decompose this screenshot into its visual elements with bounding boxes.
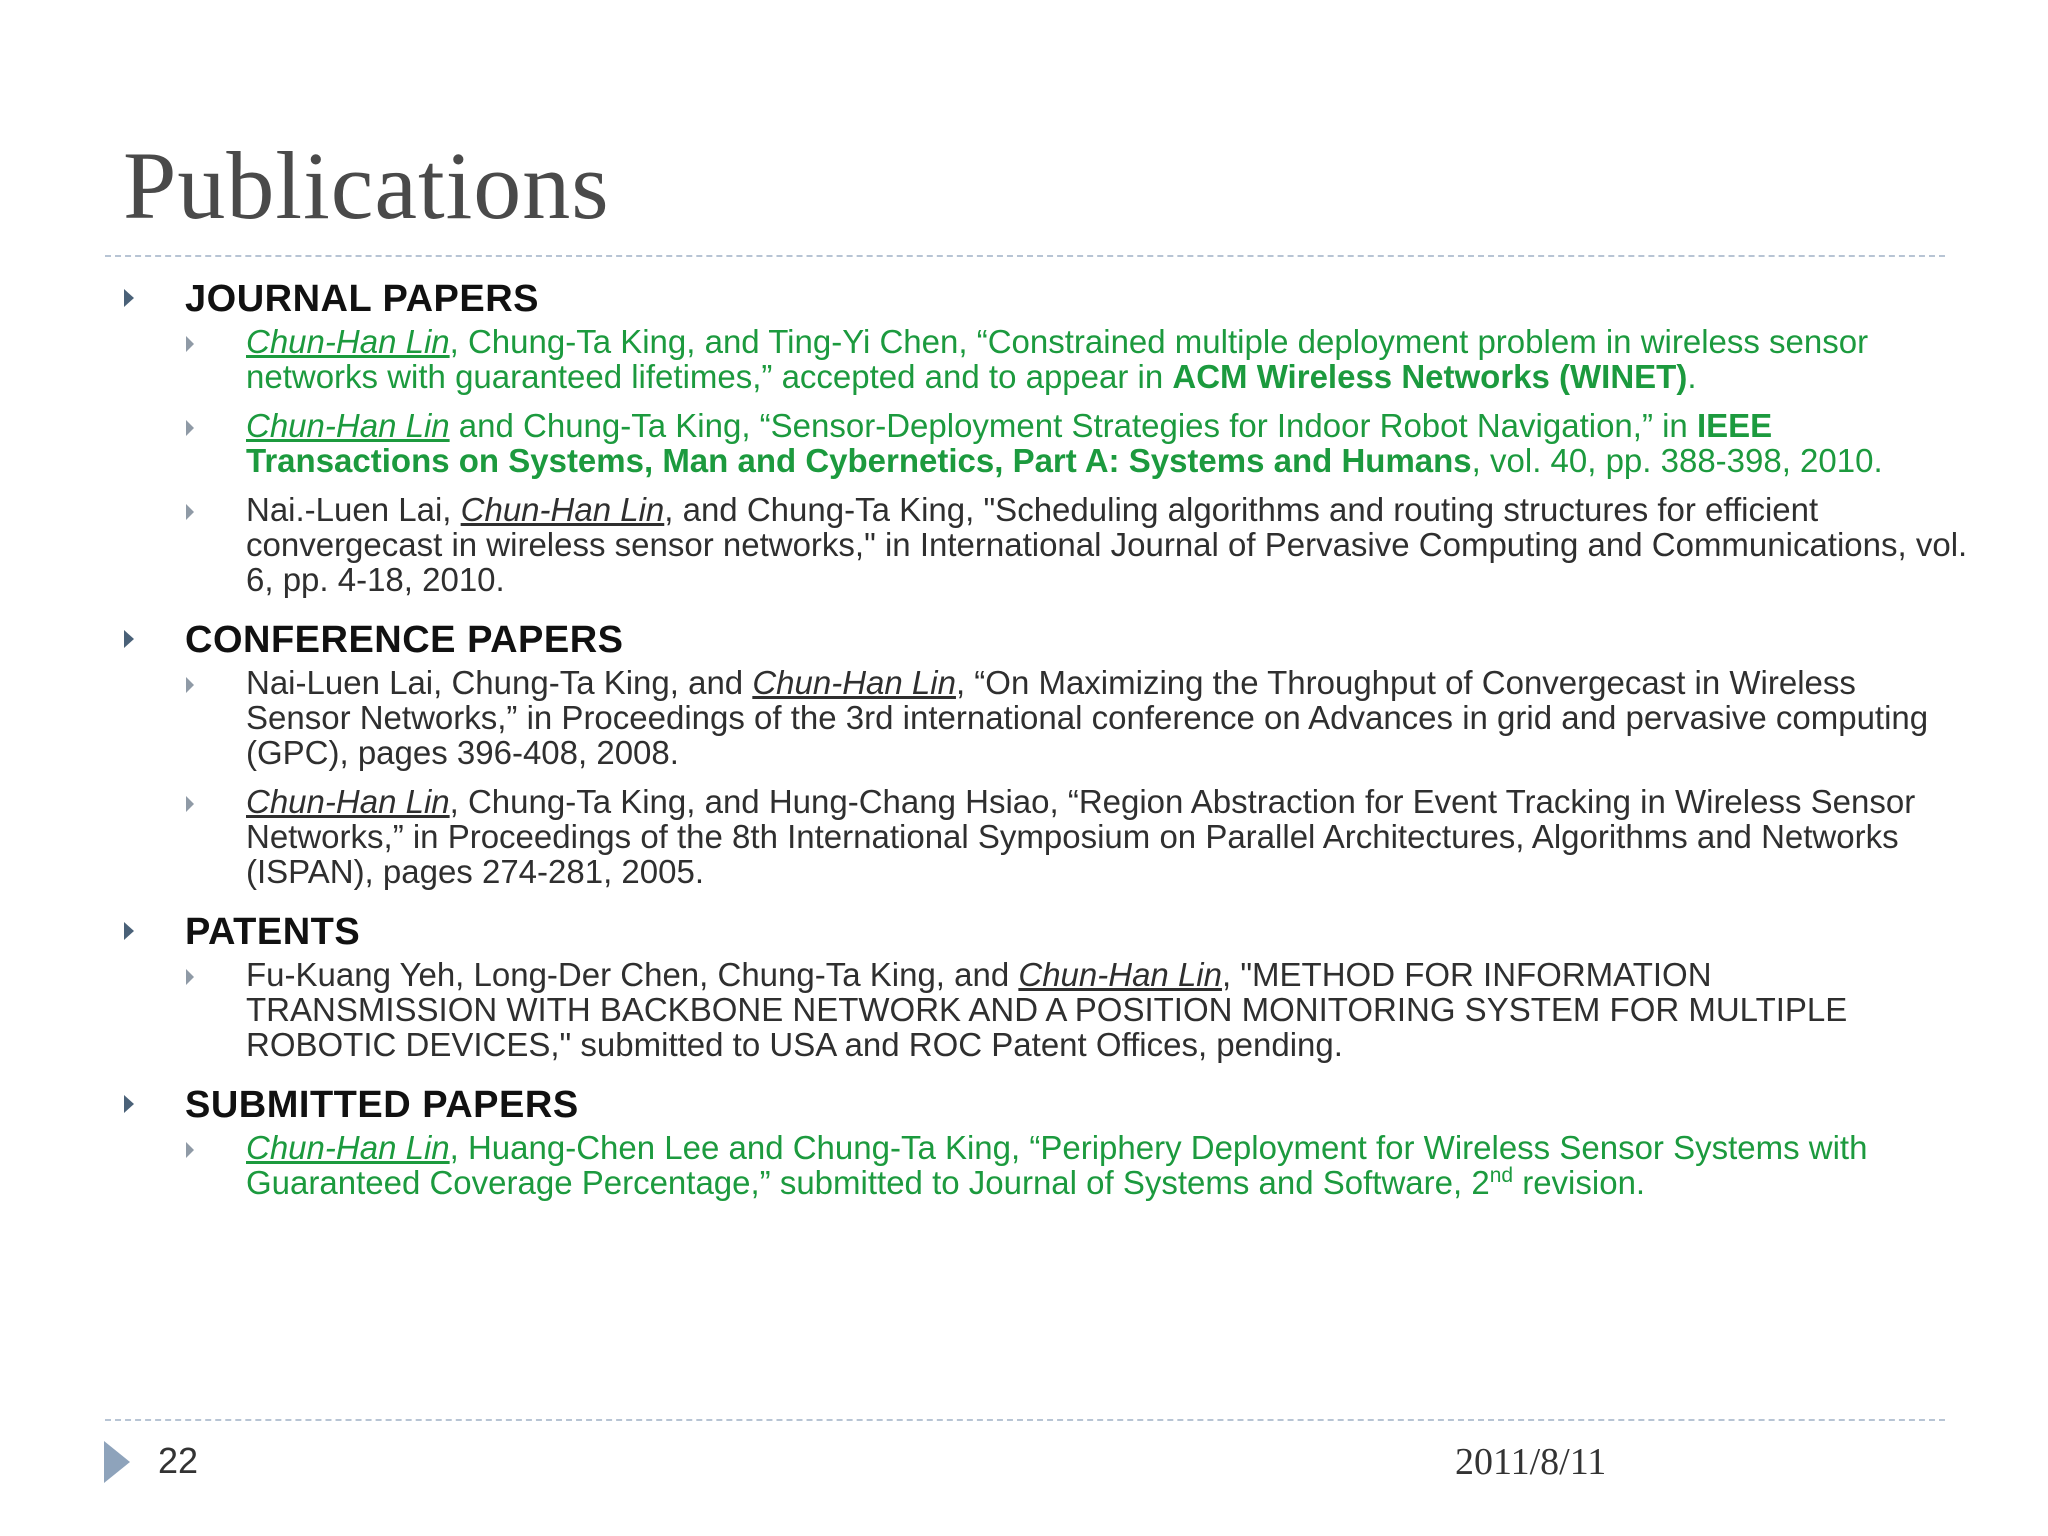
triangle-bullet-icon bbox=[186, 969, 194, 985]
publication-entry bbox=[0, 1130, 2048, 1200]
author-name: Chun-Han Lin bbox=[1018, 956, 1222, 993]
section-journal-papers bbox=[0, 270, 2048, 597]
citation-body: , “On Maximizing the Throughput of Convergecast in Wireless Sensor Networks,” in Proceedings of the 3rd international conference on Advances in grid and pervasive computing (GPC), pages 396-408, 2008. bbox=[246, 664, 1929, 771]
page-number: 22 bbox=[158, 1440, 199, 1481]
citation-tail: revision. bbox=[1513, 1164, 1646, 1201]
citation-text bbox=[246, 1130, 1968, 1200]
section-header bbox=[0, 611, 2048, 665]
citation-text bbox=[246, 492, 1968, 597]
publication-entry bbox=[0, 784, 2048, 889]
citation-tail: . bbox=[1687, 358, 1697, 395]
citation-text bbox=[246, 665, 1968, 770]
citation-text bbox=[246, 784, 1968, 889]
section-submitted-papers bbox=[0, 1076, 2048, 1200]
title-divider bbox=[105, 255, 1945, 257]
author-name: Chun-Han Lin bbox=[460, 491, 665, 528]
citation-body: , Chung-Ta King, and Ting-Yi Chen, “Constrained multiple deployment problem in wireless sensor networks with guaranteed lifetimes,” accepted and to appear in bbox=[246, 323, 1869, 395]
citation-prefix: Nai-Luen Lai, Chung-Ta King, and bbox=[246, 664, 753, 701]
slide-date: 2011/8/11 bbox=[1455, 1441, 1607, 1483]
triangle-bullet-icon bbox=[186, 677, 194, 693]
section-label: CONFERENCE PAPERS bbox=[185, 619, 624, 661]
triangle-bullet-icon bbox=[186, 504, 194, 520]
citation-text bbox=[246, 957, 1968, 1062]
triangle-bullet-icon bbox=[124, 289, 134, 307]
section-patents bbox=[0, 903, 2048, 1062]
citation-text bbox=[246, 324, 1968, 394]
citation-body: and Chung-Ta King, “Sensor-Deployment Strategies for Indoor Robot Navigation,” in bbox=[449, 407, 1697, 444]
publication-list bbox=[0, 270, 2048, 1214]
citation-tail: , vol. 40, pp. 388-398, 2010. bbox=[1471, 442, 1883, 479]
triangle-bullet-icon bbox=[186, 336, 194, 352]
venue-name: ACM Wireless Networks (WINET) bbox=[1172, 358, 1688, 395]
section-label: JOURNAL PAPERS bbox=[185, 278, 539, 320]
publication-entry bbox=[0, 408, 2048, 478]
ordinal-suffix: nd bbox=[1489, 1164, 1514, 1187]
triangle-bullet-icon bbox=[124, 922, 134, 940]
footer-divider bbox=[105, 1419, 1945, 1421]
author-name: Chun-Han Lin bbox=[246, 783, 450, 820]
author-name: Chun-Han Lin bbox=[752, 664, 956, 701]
author-name: Chun-Han Lin bbox=[246, 407, 450, 444]
venue-name: IEEE Transactions on Systems, Man and Cybernetics, Part A: Systems and Humans bbox=[246, 407, 1773, 479]
section-header bbox=[0, 903, 2048, 957]
section-header bbox=[0, 270, 2048, 324]
publication-entry bbox=[0, 665, 2048, 770]
triangle-bullet-icon bbox=[124, 1095, 134, 1113]
citation-body: , Chung-Ta King, and Hung-Chang Hsiao, “Region Abstraction for Event Tracking in Wireless Sensor Networks,” in Proceedings of the 8th International Symposium on Parallel Architectures, Algorithms and Networks (ISPAN), pages 274-281, 2005. bbox=[246, 783, 1916, 890]
footer-arrow-icon bbox=[104, 1441, 130, 1483]
publication-entry bbox=[0, 957, 2048, 1062]
publication-entry bbox=[0, 324, 2048, 394]
citation-text bbox=[246, 408, 1968, 478]
publication-entry bbox=[0, 492, 2048, 597]
triangle-bullet-icon bbox=[186, 420, 194, 436]
slide-title: Publications bbox=[123, 132, 610, 239]
triangle-bullet-icon bbox=[186, 1142, 194, 1158]
citation-body: , "METHOD FOR INFORMATION TRANSMISSION WITH BACKBONE NETWORK AND A POSITION MONITORING SYSTEM FOR MULTIPLE ROBOTIC DEVICES," submitted to USA and ROC Patent Offices, pending. bbox=[246, 956, 1848, 1063]
author-name: Chun-Han Lin bbox=[246, 1129, 450, 1166]
citation-body: , and Chung-Ta King, "Scheduling algorithms and routing structures for efficient convergecast in wireless sensor networks," in International Journal of Pervasive Computing and Communications, vol. 6, pp. 4-18, 2010. bbox=[246, 491, 1968, 598]
citation-body: , Huang-Chen Lee and Chung-Ta King, “Periphery Deployment for Wireless Sensor Systems with Guaranteed Coverage Percentage,” submitted to Journal of Systems and Software, 2 bbox=[246, 1129, 1868, 1201]
section-header bbox=[0, 1076, 2048, 1130]
section-conference-papers bbox=[0, 611, 2048, 889]
triangle-bullet-icon bbox=[124, 630, 134, 648]
citation-prefix: Nai.-Luen Lai, bbox=[246, 491, 461, 528]
citation-prefix: Fu-Kuang Yeh, Long-Der Chen, Chung-Ta King, and bbox=[246, 956, 1019, 993]
author-name: Chun-Han Lin bbox=[246, 323, 450, 360]
section-label: PATENTS bbox=[185, 911, 361, 953]
triangle-bullet-icon bbox=[186, 796, 194, 812]
section-label: SUBMITTED PAPERS bbox=[185, 1084, 579, 1126]
